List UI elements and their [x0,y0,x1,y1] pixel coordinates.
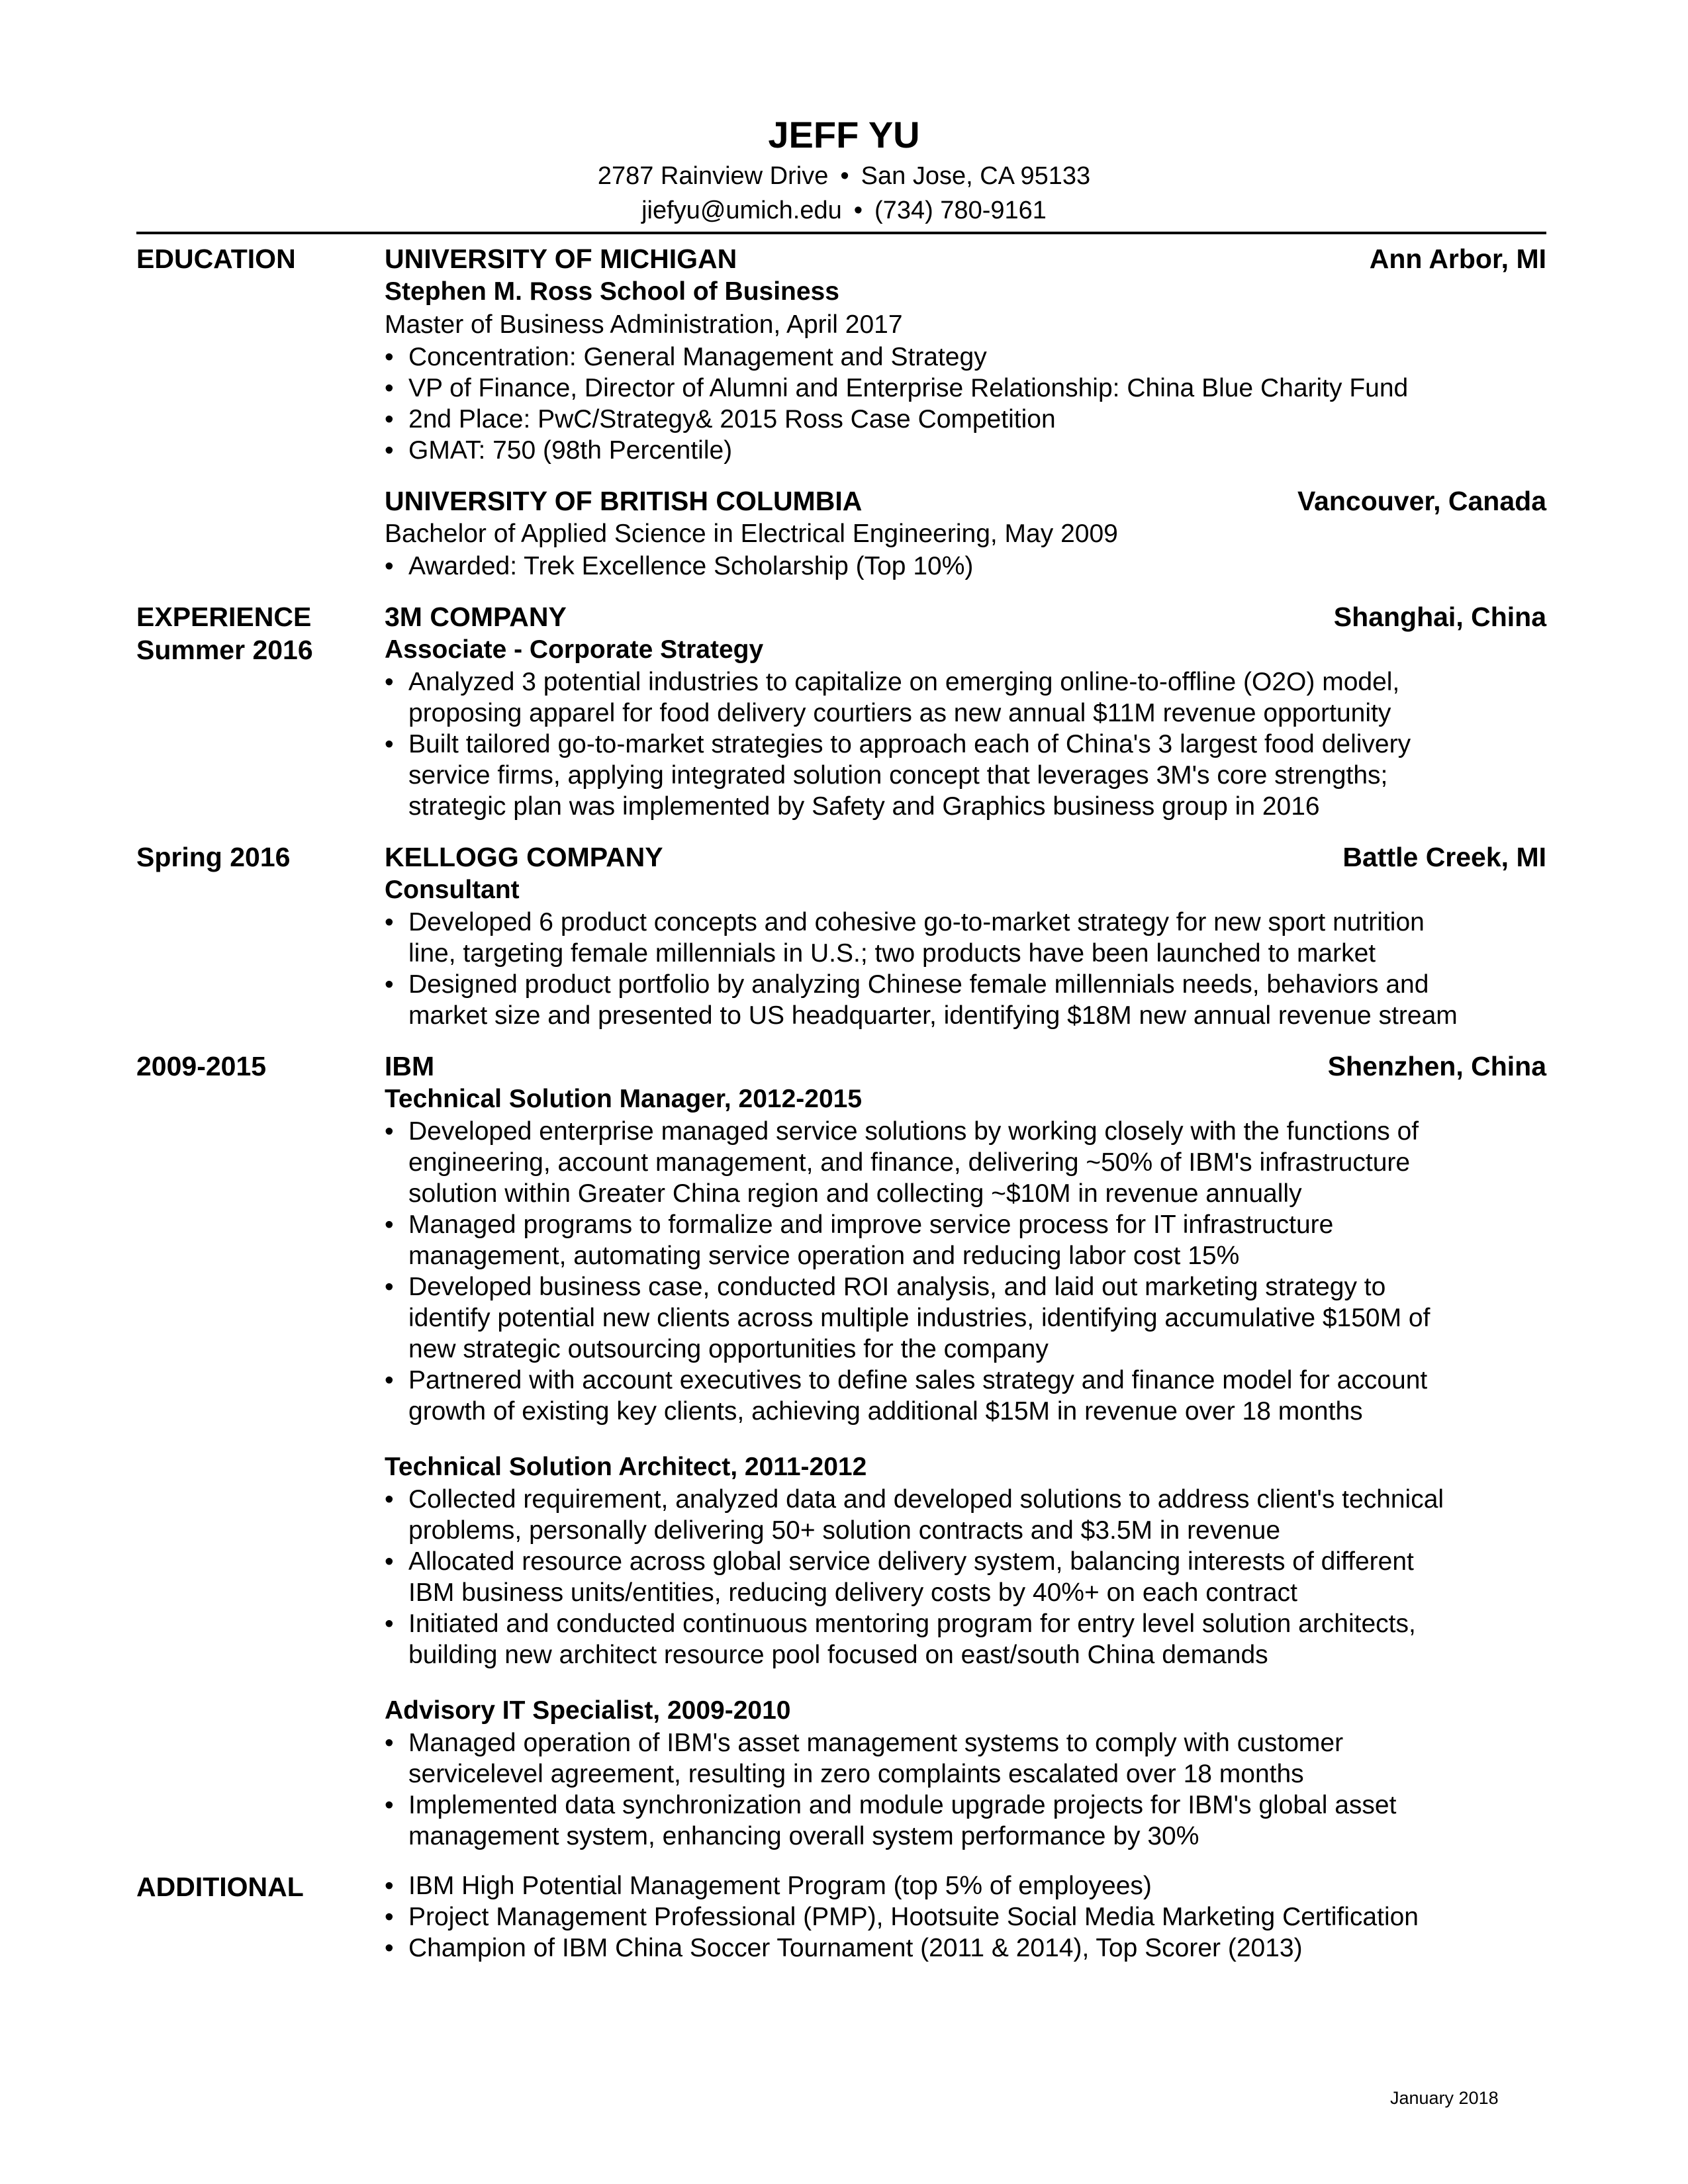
bullet-item [385,373,1546,404]
bullet-list [385,341,1546,466]
experience-kellogg [136,841,1546,1031]
bullet-text-line: proposing apparel for food delivery courtiers as new annual $11M revenue opportunity [408,699,1391,727]
bullet-item [385,1870,1546,1901]
company-name: KELLOGG COMPANY [385,842,663,872]
bullet-text: Awarded: Trek Excellence Scholarship (Top 10%) [408,552,974,580]
education-section [136,242,1546,582]
bullet-text: Champion of IBM China Soccer Tournament (2011 & 2014), Top Scorer (2013) [408,1934,1303,1962]
bullet-list [385,1727,1546,1852]
bullet-icon: • [385,1117,394,1146]
bullet-text-line: IBM business units/entities, reducing delivery costs by 40%+ on each contract [408,1578,1297,1607]
bullet-text-line: identify potential new clients across multiple industries, identifying accumulative $150M of [408,1304,1430,1332]
bullet-item [385,1608,1546,1670]
bullet-icon: • [385,1547,394,1576]
bullet-item [385,404,1546,435]
entry-header [385,841,1546,874]
bullet-text-line: problems, personally delivering 50+ solution contracts and $3.5M in revenue [408,1516,1281,1545]
section-label-education: EDUCATION [136,244,296,274]
separator-dot: • [853,197,863,224]
additional-entry [385,1870,1546,1964]
bullet-icon: • [385,1366,394,1394]
subschool-name: Stephen M. Ross School of Business [385,277,839,306]
location: Shanghai, China [1333,602,1546,632]
bullet-list [385,1116,1546,1427]
resume-body [136,242,1546,1964]
bullet-icon: • [385,374,394,402]
company-name: 3M COMPANY [385,602,567,632]
bullet-item [385,969,1546,1031]
job-title: Consultant [385,876,520,904]
bullet-icon: • [385,552,394,580]
bullet-text: 2nd Place: PwC/Strategy& 2015 Ross Case Competition [408,405,1056,433]
bullet-item [385,1727,1546,1790]
bullet-text-line: Analyzed 3 potential industries to capitalize on emerging online-to-offline (O2O) model, [408,668,1400,696]
bullet-text-line: Built tailored go-to-market strategies to approach each of China's 3 largest food delivery [408,730,1411,758]
bullet-text-line: Initiated and conducted continuous mentoring program for entry level solution architects, [408,1610,1416,1638]
entry-header [385,600,1546,633]
bullet-item [385,1365,1546,1427]
phone-number: (734) 780-9161 [874,197,1047,224]
degree: Bachelor of Applied Science in Electrical Engineering, May 2009 [385,520,1118,548]
bullet-text-line: Developed 6 product concepts and cohesive go-to-market strategy for new sport nutrition [408,908,1425,936]
period-label: 2009-2015 [136,1051,267,1081]
bullet-text-line: Developed enterprise managed service solutions by working closely with the functions of [408,1117,1419,1146]
company-name: IBM [385,1051,435,1081]
bullet-text-line: Partnered with account executives to define sales strategy and finance model for account [408,1366,1428,1394]
bullet-icon: • [385,405,394,433]
school-name: UNIVERSITY OF MICHIGAN [385,244,737,274]
bullet-text-line: engineering, account management, and finance, delivering ~50% of IBM's infrastructure [408,1148,1411,1177]
bullet-text: GMAT: 750 (98th Percentile) [408,436,733,465]
bullet-text-line: Collected requirement, analyzed data and developed solutions to address client's technical [408,1485,1444,1514]
bullet-icon: • [385,1729,394,1757]
bullet-text-line: growth of existing key clients, achieving additional $15M in revenue over 18 months [408,1397,1363,1426]
bullet-text-line: building new architect resource pool focused on east/south China demands [408,1641,1268,1669]
entry-header [385,484,1546,518]
entry-header [385,1050,1546,1083]
bullet-icon: • [385,1273,394,1301]
bullet-item [385,666,1546,729]
bullet-item [385,1546,1546,1608]
bullet-icon: • [385,908,394,936]
bullet-item [385,1209,1546,1271]
location: Ann Arbor, MI [1369,244,1546,274]
experience-ibm [136,1050,1546,1852]
school-name: UNIVERSITY OF BRITISH COLUMBIA [385,486,863,516]
job-title: Technical Solution Architect, 2011-2012 [385,1453,867,1481]
bullet-icon: • [385,1210,394,1239]
experience-3m [136,600,1546,822]
bullet-text: Project Management Professional (PMP), Hootsuite Social Media Marketing Certification [408,1903,1419,1931]
bullet-icon: • [385,970,394,999]
bullet-item [385,1116,1546,1209]
bullet-item [385,907,1546,969]
bullet-list [385,1484,1546,1670]
bullet-item [385,1901,1546,1933]
education-entry-umich [385,242,1546,466]
bullet-item [385,1933,1546,1964]
bullet-text-line: Managed operation of IBM's asset management systems to comply with customer [408,1729,1344,1757]
bullet-item [385,1790,1546,1852]
job-title: Technical Solution Manager, 2012-2015 [385,1085,863,1113]
bullet-icon: • [385,1903,394,1931]
bullet-text-line: new strategic outsourcing opportunities for the company [408,1335,1049,1363]
address-line [0,159,1688,193]
job-entry [385,1050,1546,1852]
additional-section [136,1870,1546,1964]
street-address: 2787 Rainview Drive [597,162,829,190]
location: Vancouver, Canada [1297,486,1546,516]
bullet-icon: • [385,1610,394,1638]
education-entry-ubc [385,484,1546,582]
footer-date: January 2018 [1390,2088,1499,2108]
bullet-text-line: solution within Greater China region and collecting ~$10M in revenue annually [408,1179,1302,1208]
resume-header [0,111,1688,228]
bullet-item [385,551,1546,582]
bullet-text-line: management system, enhancing overall system performance by 30% [408,1822,1199,1850]
section-label-experience [136,600,375,666]
location: Battle Creek, MI [1342,842,1546,872]
bullet-item [385,435,1546,466]
degree: Master of Business Administration, April 2017 [385,310,903,339]
bullet-item [385,1484,1546,1546]
bullet-text-line: management, automating service operation and reducing labor cost 15% [408,1242,1240,1270]
bullet-list [385,551,1546,582]
candidate-name: JEFF YU [768,114,920,156]
bullet-icon: • [385,436,394,465]
bullet-icon: • [385,1485,394,1514]
period-label: Summer 2016 [136,635,313,665]
bullet-icon: • [385,1934,394,1962]
entry-header [385,242,1546,275]
job-entry [385,841,1546,1031]
bullet-text: IBM High Potential Management Program (top 5% of employees) [408,1872,1152,1900]
bullet-text-line: market size and presented to US headquarter, identifying $18M new annual revenue stream [408,1001,1458,1030]
bullet-item [385,341,1546,373]
bullet-icon: • [385,1791,394,1819]
job-title: Advisory IT Specialist, 2009-2010 [385,1696,791,1725]
bullet-icon: • [385,343,394,371]
email-address: jiefyu@umich.edu [641,197,842,224]
bullet-item [385,729,1546,822]
location: Shenzhen, China [1327,1051,1546,1081]
experience-label: EXPERIENCE [136,602,312,632]
contact-line [0,193,1688,228]
bullet-list [385,666,1546,822]
bullet-list [385,1870,1546,1964]
separator-dot: • [840,162,849,190]
bullet-text: Concentration: General Management and Strategy [408,343,987,371]
header-divider [136,232,1546,234]
period-label: Spring 2016 [136,842,291,872]
bullet-text-line: strategic plan was implemented by Safety and Graphics business group in 2016 [408,792,1320,821]
bullet-text: VP of Finance, Director of Alumni and Enterprise Relationship: China Blue Charity Fund [408,374,1409,402]
bullet-text-line: Implemented data synchronization and module upgrade projects for IBM's global asset [408,1791,1397,1819]
bullet-icon: • [385,668,394,696]
bullet-text-line: service firms, applying integrated solution concept that leverages 3M's core strengths; [408,761,1388,790]
bullet-list [385,907,1546,1031]
job-entry [385,600,1546,822]
bullet-text-line: line, targeting female millennials in U.S.; two products have been launched to market [408,939,1376,968]
bullet-text-line: Managed programs to formalize and improve service process for IT infrastructure [408,1210,1334,1239]
bullet-text-line: Designed product portfolio by analyzing Chinese female millennials needs, behaviors and [408,970,1429,999]
bullet-item [385,1271,1546,1365]
bullet-icon: • [385,730,394,758]
city-state-zip: San Jose, CA 95133 [861,162,1091,190]
job-title: Associate - Corporate Strategy [385,635,764,664]
bullet-text-line: Allocated resource across global service delivery system, balancing interests of different [408,1547,1414,1576]
bullet-icon: • [385,1872,394,1900]
section-label-additional: ADDITIONAL [136,1872,304,1902]
bullet-text-line: Developed business case, conducted ROI analysis, and laid out marketing strategy to [408,1273,1386,1301]
bullet-text-line: servicelevel agreement, resulting in zero complaints escalated over 18 months [408,1760,1304,1788]
